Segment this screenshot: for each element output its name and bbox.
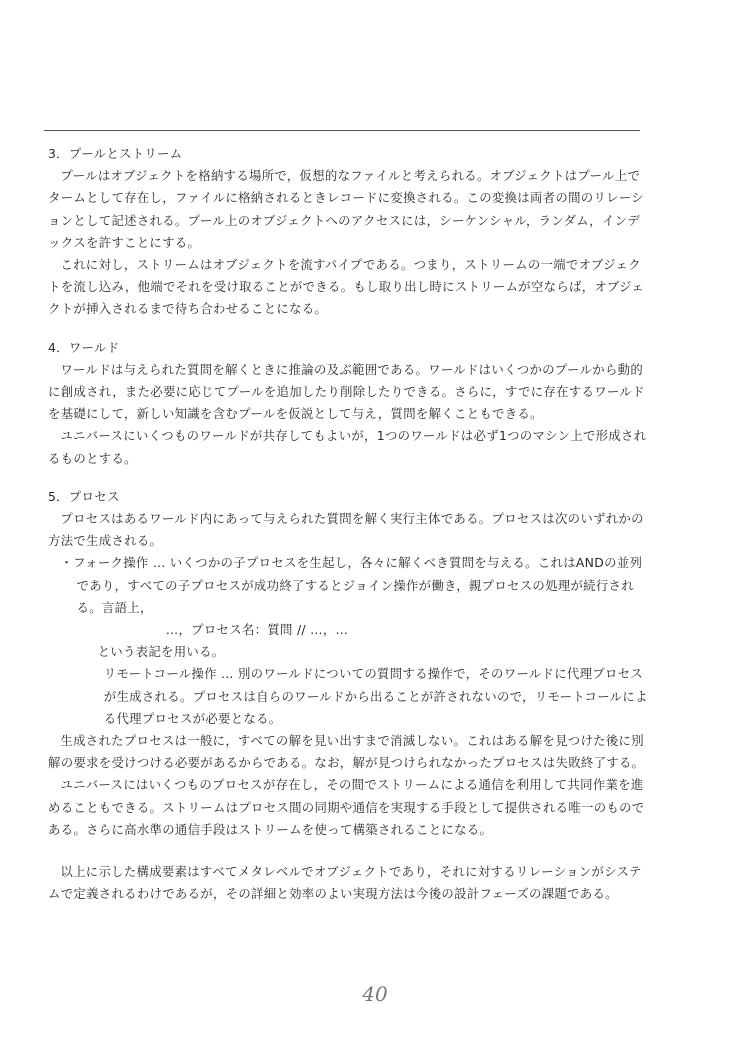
page-number: 40 <box>362 982 388 1006</box>
paragraph: プールはオブジェクトを格納する場所で，仮想的なファイルと考えられる。オブジェクトはプール上でタームとして存在し，ファイルに格納されるときレコードに変換される。この変換は両者の間のリレーションとして記述される。プール上のオブジェクトへのアクセスには，シーケンシャル，ランダム，インデックスを許すことにする。 <box>48 168 644 250</box>
section-pool-stream <box>48 143 648 321</box>
closing-paragraph: 以上に示した構成要素はすべてメタレベルでオブジェクトであり，それに対するリレーションがシステムで定義されるわけであるが，その詳細と効率のよい実現方法は今後の設計フェーズの課題である。 <box>48 864 642 902</box>
paragraph: これに対し，ストリームはオブジェクトを流すパイプである。つまり，ストリームの一端でオブジェクトを流し込み，他端でそれを受け取ることができる。もし取り出し時にストリームが空ならば，オブジェクトが挿入されるまで待ち合わせることになる。 <box>48 257 645 317</box>
header-rule <box>44 130 640 131</box>
section-world <box>48 337 648 470</box>
paragraph: プロセスはあるワールド内にあって与えられた質問を解く実行主体である。プロセスは次のいずれかの方法で生成される。 <box>48 511 644 549</box>
paragraph: 生成されたプロセスは一般に，すべての解を見い出すまで消滅しない。これはある解を見つけた後に別解の要求を受けつける必要があるからである。なお，解が見つけられなかったプロセスは失敗終了する。 <box>48 733 645 771</box>
list-item-remote-call: リモートコール操作 … 別のワールドについての質問する操作で，そのワールドに代理プロセスが生成される。プロセスは自らのワールドから出ることが許されないので，リモートコールによる代理プロセスが必要となる。 <box>103 666 648 726</box>
closing-paragraph-block <box>48 861 648 905</box>
list-item-fork: ・フォーク操作 … いくつかの子プロセスを生起し，各々に解くべき質問を与える。これはANDの並列であり，すべての子プロセスが成功終了するとジョイン操作が働き，親プロセスの処理が続行される。言語上， <box>60 555 643 615</box>
section-heading: 5．プロセス <box>48 488 120 504</box>
section-heading: 4．ワールド <box>48 339 120 355</box>
paragraph: ユニバースにいくつものワールドが共存してもよいが，1つのワールドは必ず1つのマシン上で形成されるものとする。 <box>48 428 647 466</box>
document-body <box>48 143 648 922</box>
formula: …，プロセス名：質問 // …，… <box>165 622 349 638</box>
section-process <box>48 486 648 841</box>
list-item-continuation: という表記を用いる。 <box>97 644 225 660</box>
paragraph: ワールドは与えられた質問を解くときに推論の及ぶ範囲である。ワールドはいくつかのプールから動的に創成され，また必要に応じてプールを追加したり削除したりできる。さらに，すでに存在するワールドを基礎にして，新しい知識を含むプールを仮説として与え，質問を解くこともできる。 <box>48 361 645 422</box>
paragraph: ユニバースにはいくつものプロセスが存在し，その間でストリームによる通信を利用して共同作業を進めることもできる。ストリームはプロセス間の同期や通信を実現する手段として提供される唯一のものである。さらに高水準の通信手段はストリームを使って構築されることになる。 <box>48 777 645 837</box>
section-heading: 3．プールとストリーム <box>48 146 183 161</box>
